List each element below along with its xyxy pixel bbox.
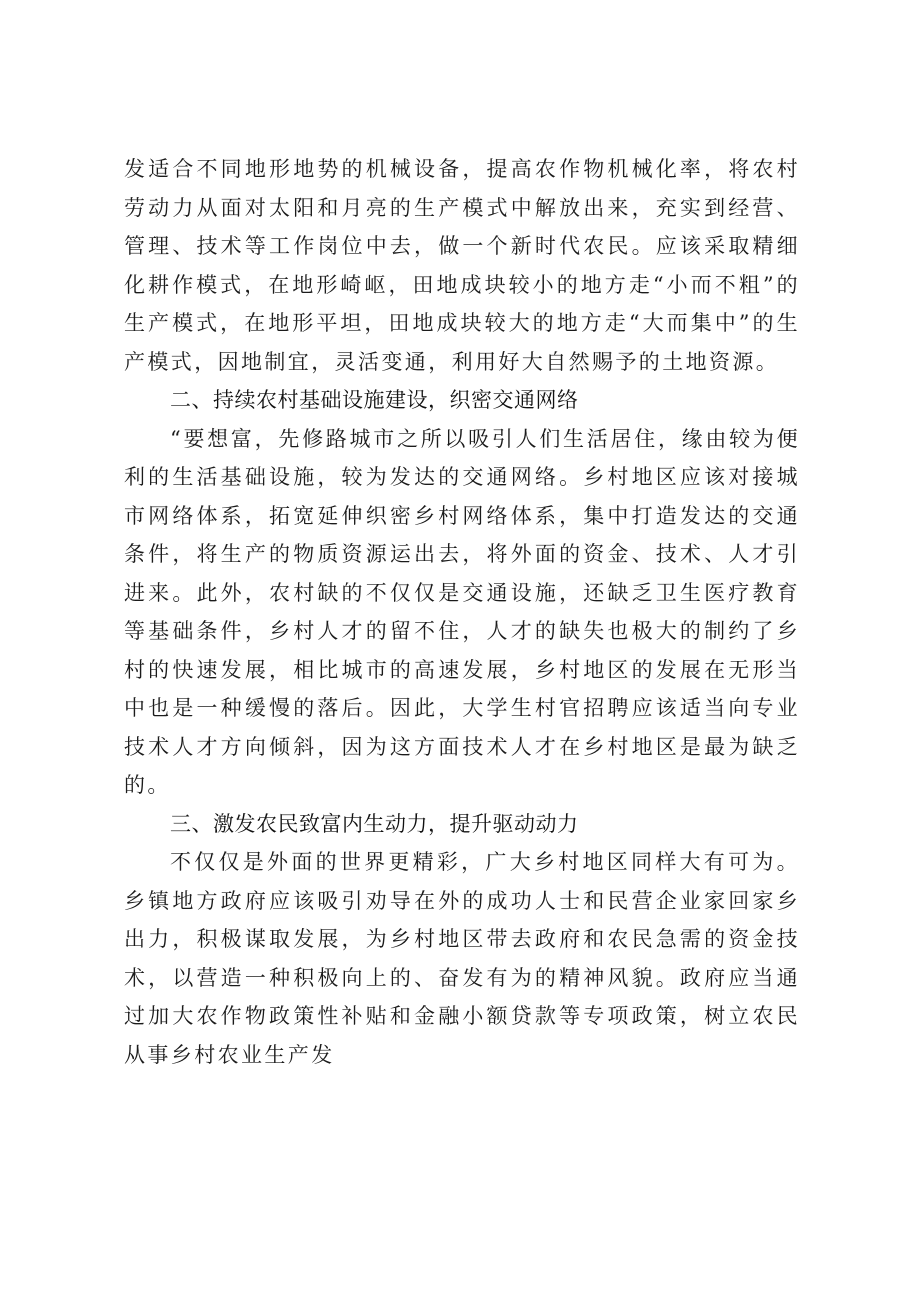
- body-paragraph-2: “要想富，先修路城市之所以吸引人们生活居住，缘由较为便利的生活基础设施，较为发达的交通网络。乡村地区应该对接城市网络体系，拓宽延伸织密乡村网络体系，集中打造发达的交通条件，将生产的物质资源运出去，将外面的资金、技术、人才引进来。此外，农村缺的不仅仅是交通设施，还缺乏卫生医疗教育等基础条件，乡村人才的留不住，人才的缺失也极大的制约了乡村的快速发展，相比城市的高速发展，乡村地区的发展在无形当中也是一种缓慢的落后。因此，大学生村官招聘应该适当向专业技术人才方向倾斜，因为这方面技术人才在乡村地区是最为缺乏的。: [124, 426, 800, 797]
- section-heading-2: 二、持续农村基础设施建设，织密交通网络: [170, 388, 579, 412]
- document-body: [124, 150, 800, 1074]
- body-paragraph-3: 不仅仅是外面的世界更精彩，广大乡村地区同样大有可为。乡镇地方政府应该吸引劝导在外的成功人士和民营企业家回家乡出力，积极谋取发展，为乡村地区带去政府和农民急需的资金技术，以营造一种积极向上的、奋发有为的精神风貌。政府应当通过加大农作物政策性补贴和金融小额贷款等专项政策，树立农民从事乡村农业生产发: [124, 850, 800, 1067]
- section-heading-3: 三、激发农民致富内生动力，提升驱动动力: [170, 811, 579, 836]
- body-paragraph-1: 发适合不同地形地势的机械设备，提高农作物机械化率，将农村劳动力从面对太阳和月亮的生产模式中解放出来，充实到经营、管理、技术等工作岗位中去，做一个新时代农民。应该采取精细化耕作模式，在地形崎岖，田地成块较小的地方走“小而不粗”的生产模式，在地形平坦，田地成块较大的地方走“大而集中”的生产模式，因地制宜，灵活变通，利用好大自然赐予的土地资源。: [124, 157, 800, 374]
